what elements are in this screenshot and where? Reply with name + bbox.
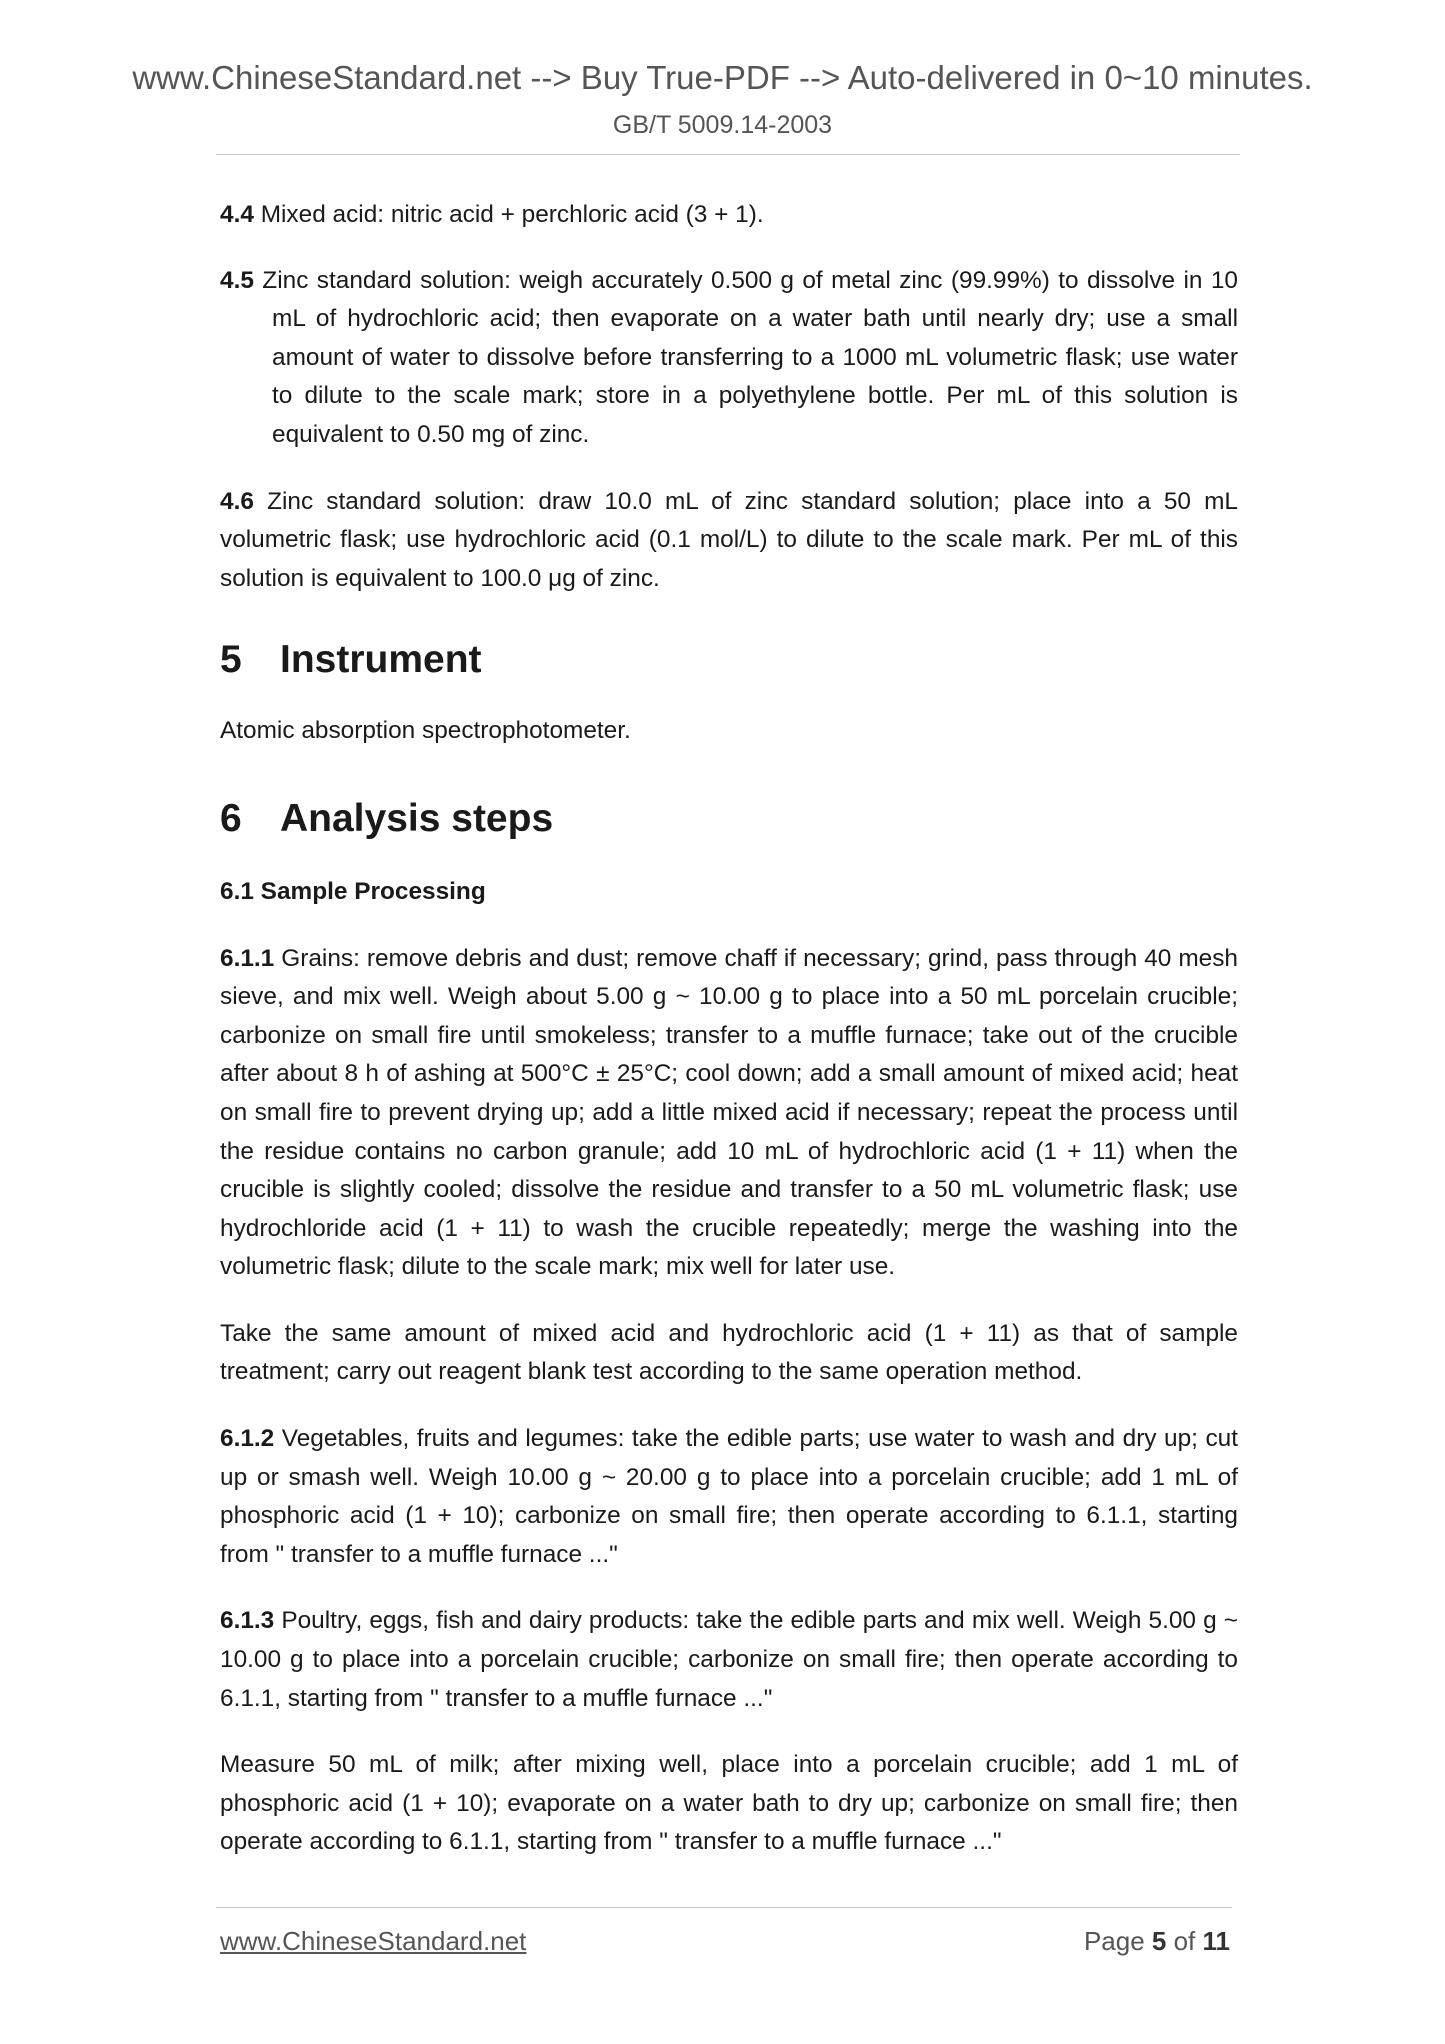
page-word: Page bbox=[1083, 1926, 1152, 1956]
subsection-heading-6-1: 6.1 Sample Processing bbox=[220, 877, 486, 905]
page-number: 5 bbox=[1151, 1926, 1167, 1956]
of-word: of bbox=[1166, 1926, 1203, 1956]
blank-test-paragraph: Take the same amount of mixed acid and hydrochloric acid (1 + 11) as that of sample treatment; carry out reagent blank test according to the same operation method. bbox=[220, 1319, 1238, 1386]
page-footer bbox=[220, 1924, 1230, 1958]
milk-paragraph: Measure 50 mL of milk; after mixing well, place into a porcelain crucible; add 1 mL of phosphoric acid (1 + 10); evaporate on a water bath to dry up; carbonize on small fire; then operate according to 6.1.1, starting from " transfer to a muffle furnace ..." bbox=[220, 1751, 1238, 1856]
clause-6-1-2 bbox=[220, 1420, 1238, 1574]
page-total: 11 bbox=[1202, 1926, 1230, 1956]
clause-text: Grains: remove debris and dust; remove chaff if necessary; grind, pass through 40 mesh sieve, and mix well. Weigh about 5.00 g ~ 10.00 g to place into a 50 mL porcelain crucible; carbonize on small fire until smokeless; transfer to a muffle furnace; take out of the crucible after about 8 h of ashing at 500°C ± 25°C; cool down; add a small amount of mixed acid; heat on small fire to prevent drying up; add a little mixed acid if necessary; repeat the process until the residue contains no carbon granule; add 10 mL of hydrochloric acid (1 + 11) when the crucible is slightly cooled; dissolve the residue and transfer to a 50 mL volumetric flask; use hydrochloride acid (1 + 11) to wash the crucible repeatedly; merge the washing into the volumetric flask; dilute to the scale mark; mix well for later use. bbox=[220, 944, 1238, 1281]
clause-text: Vegetables, fruits and legumes: take the edible parts; use water to wash and dry up; cut up or smash well. Weigh 10.00 g ~ 20.00 g to place into a porcelain crucible; add 1 mL of phosphoric acid (1 + 10); carbonize on small fire; then operate according to 6.1.1, starting from " transfer to a muffle furnace ..." bbox=[220, 1425, 1238, 1568]
section-number: 6 bbox=[220, 796, 242, 840]
clause-number: 4.4 bbox=[220, 201, 254, 228]
clause-6-1-3 bbox=[220, 1602, 1238, 1718]
section-heading-6 bbox=[220, 795, 1238, 843]
clause-6-1-1 bbox=[220, 940, 1238, 1287]
clause-number: 6.1.1 bbox=[220, 944, 275, 972]
clause-text: Zinc standard solution: weigh accurately 0.500 g of metal zinc (99.99%) to dissolve in 10 mL of hydrochloric acid; then evaporate on a water bath until nearly dry; use a small amount of water to dissolve before transferring to a 1000 mL volumetric flask; use water to dilute to the scale mark; store in a polyethylene bottle. Per mL of this solution is equivalent to 0.50 mg of zinc. bbox=[253, 266, 1238, 448]
standard-code: GB/T 5009.14-2003 bbox=[612, 111, 833, 139]
clause-text: Zinc standard solution: draw 10.0 mL of zinc standard solution; place into a 50 mL volumetric flask; use hydrochloric acid (0.1 mol/L) to dilute to the scale mark. Per mL of this solution is equivalent to 100.0 μg of zinc. bbox=[220, 487, 1238, 592]
clause-4-6 bbox=[220, 483, 1238, 599]
section-title: Analysis steps bbox=[280, 796, 554, 840]
instrument-text: Atomic absorption spectrophotometer. bbox=[220, 717, 631, 745]
clause-number: 4.6 bbox=[220, 487, 254, 515]
header-divider bbox=[216, 154, 1240, 155]
clause-text: Mixed acid: nitric acid + perchloric acid (3 + 1). bbox=[253, 201, 764, 228]
footer-divider bbox=[216, 1907, 1232, 1908]
footer-site-link[interactable]: www.ChineseStandard.net bbox=[220, 1926, 527, 1956]
document-body bbox=[220, 196, 1238, 1862]
page-header bbox=[0, 56, 1445, 142]
clause-4-5 bbox=[220, 262, 1238, 455]
section-title: Instrument bbox=[280, 638, 482, 682]
clause-number: 6.1.2 bbox=[220, 1425, 275, 1453]
clause-4-4 bbox=[220, 196, 1238, 235]
purchase-banner[interactable]: www.ChineseStandard.net --> Buy True-PDF --> Auto-delivered in 0~10 minutes. bbox=[132, 59, 1313, 96]
clause-number: 6.1.3 bbox=[220, 1607, 275, 1635]
page-indicator bbox=[1084, 1924, 1230, 1958]
clause-text: Poultry, eggs, fish and dairy products: take the edible parts and mix well. Weigh 5.00 g ~ 10.00 g to place into a porcelain crucible; carbonize on small fire; then operate according to 6.1.1, starting from " transfer to a muffle furnace ..." bbox=[220, 1607, 1238, 1712]
section-number: 5 bbox=[220, 638, 242, 682]
section-heading-5 bbox=[220, 636, 1238, 684]
clause-number: 4.5 bbox=[220, 266, 254, 294]
